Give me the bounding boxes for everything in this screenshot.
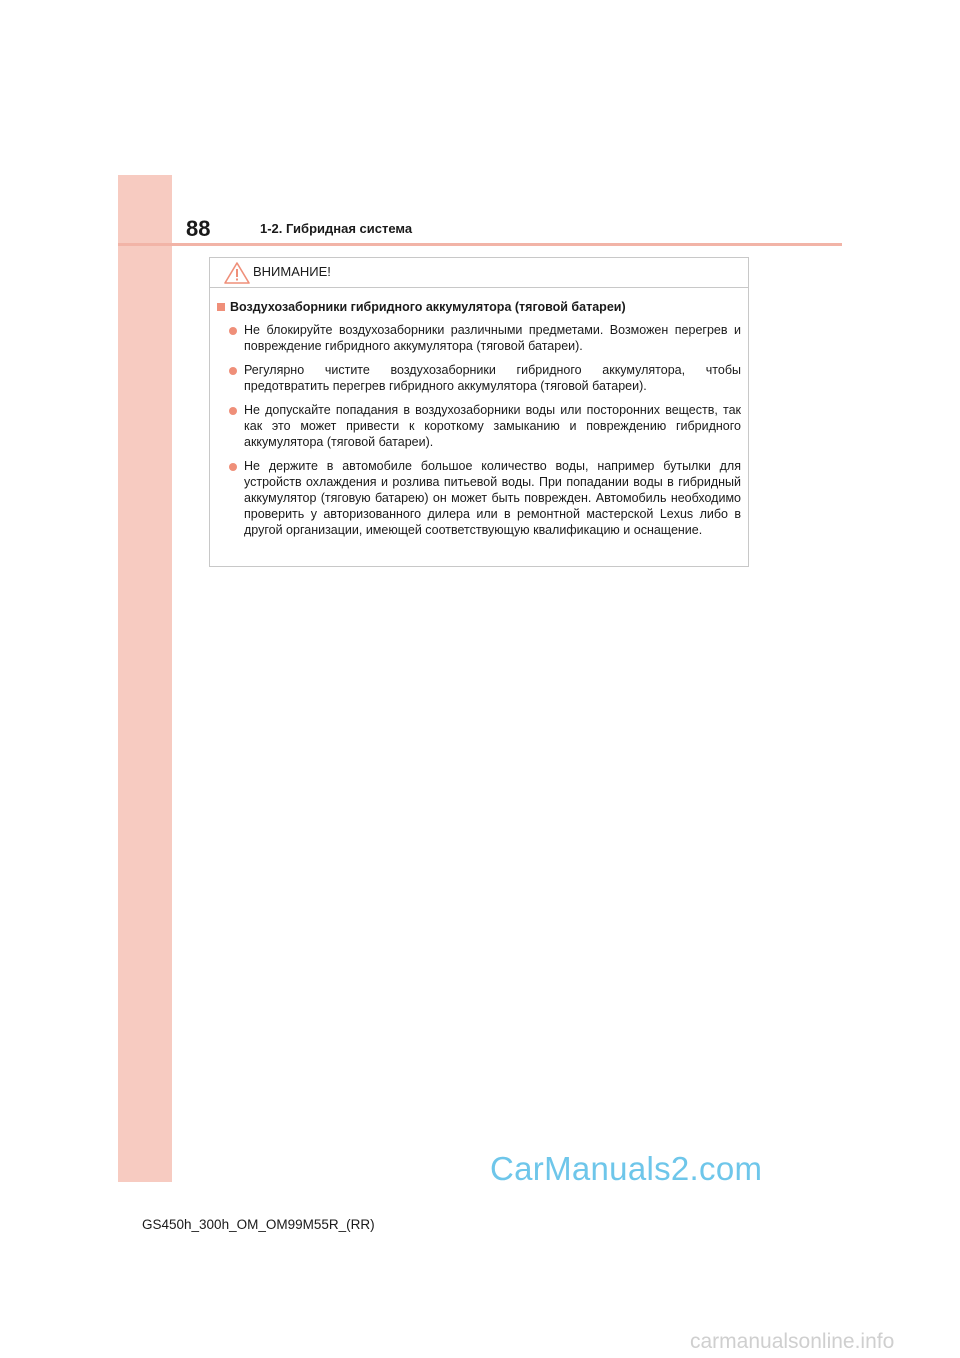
bullet-icon [229, 367, 237, 375]
list-item-text: Не допускайте попадания в воздухозаборники воды или посторонних веществ, так как это может привести к короткому замыканию и повреждению гибридного аккумулятора (тяговой батареи). [244, 403, 741, 449]
warning-header [210, 258, 748, 288]
warning-subheading [217, 300, 741, 314]
list-item-text: Не держите в автомобиле большое количество воды, например бутылки для устройств охлаждения и розлива питьевой воды. При попадании воды в гибридный аккумулятор (тяговую батарею) он может быть поврежден. Автомобиль необходимо проверить у авторизованного дилера или в ремонтной мастерской Lexus либо в другой организации, имеющей соответствующую квалификацию и оснащение. [244, 459, 741, 537]
list-item [217, 458, 741, 538]
header-rule [118, 243, 842, 246]
side-band [118, 175, 172, 1182]
list-item-text: Регулярно чистите воздухозаборники гибридного аккумулятора, чтобы предотвратить перегрев гибридного аккумулятора (тяговой батареи). [244, 363, 741, 393]
watermark-link[interactable]: CarManuals2.com [490, 1150, 763, 1187]
site-url-link[interactable]: carmanualsonline.info [690, 1330, 895, 1353]
warning-body [210, 288, 748, 538]
list-item [217, 402, 741, 450]
warning-subheading-text: Воздухозаборники гибридного аккумулятора (тяговой батареи) [230, 300, 626, 314]
page-number: 88 [186, 216, 211, 241]
warning-triangle-icon [224, 262, 250, 284]
section-title: 1-2. Гибридная система [260, 221, 413, 236]
document-code: GS450h_300h_OM_OM99M55R_(RR) [142, 1217, 375, 1232]
warning-label: ВНИМАНИЕ! [253, 264, 331, 279]
list-item [217, 362, 741, 394]
bullet-icon [229, 463, 237, 471]
list-item [217, 322, 741, 354]
square-bullet-icon [217, 303, 225, 311]
list-item-text: Не блокируйте воздухозаборники различными предметами. Возможен перегрев и повреждение гибридного аккумулятора (тяговой батареи). [244, 323, 741, 353]
bullet-icon [229, 327, 237, 335]
bullet-icon [229, 407, 237, 415]
page-header [118, 175, 842, 244]
warning-box [209, 257, 749, 567]
